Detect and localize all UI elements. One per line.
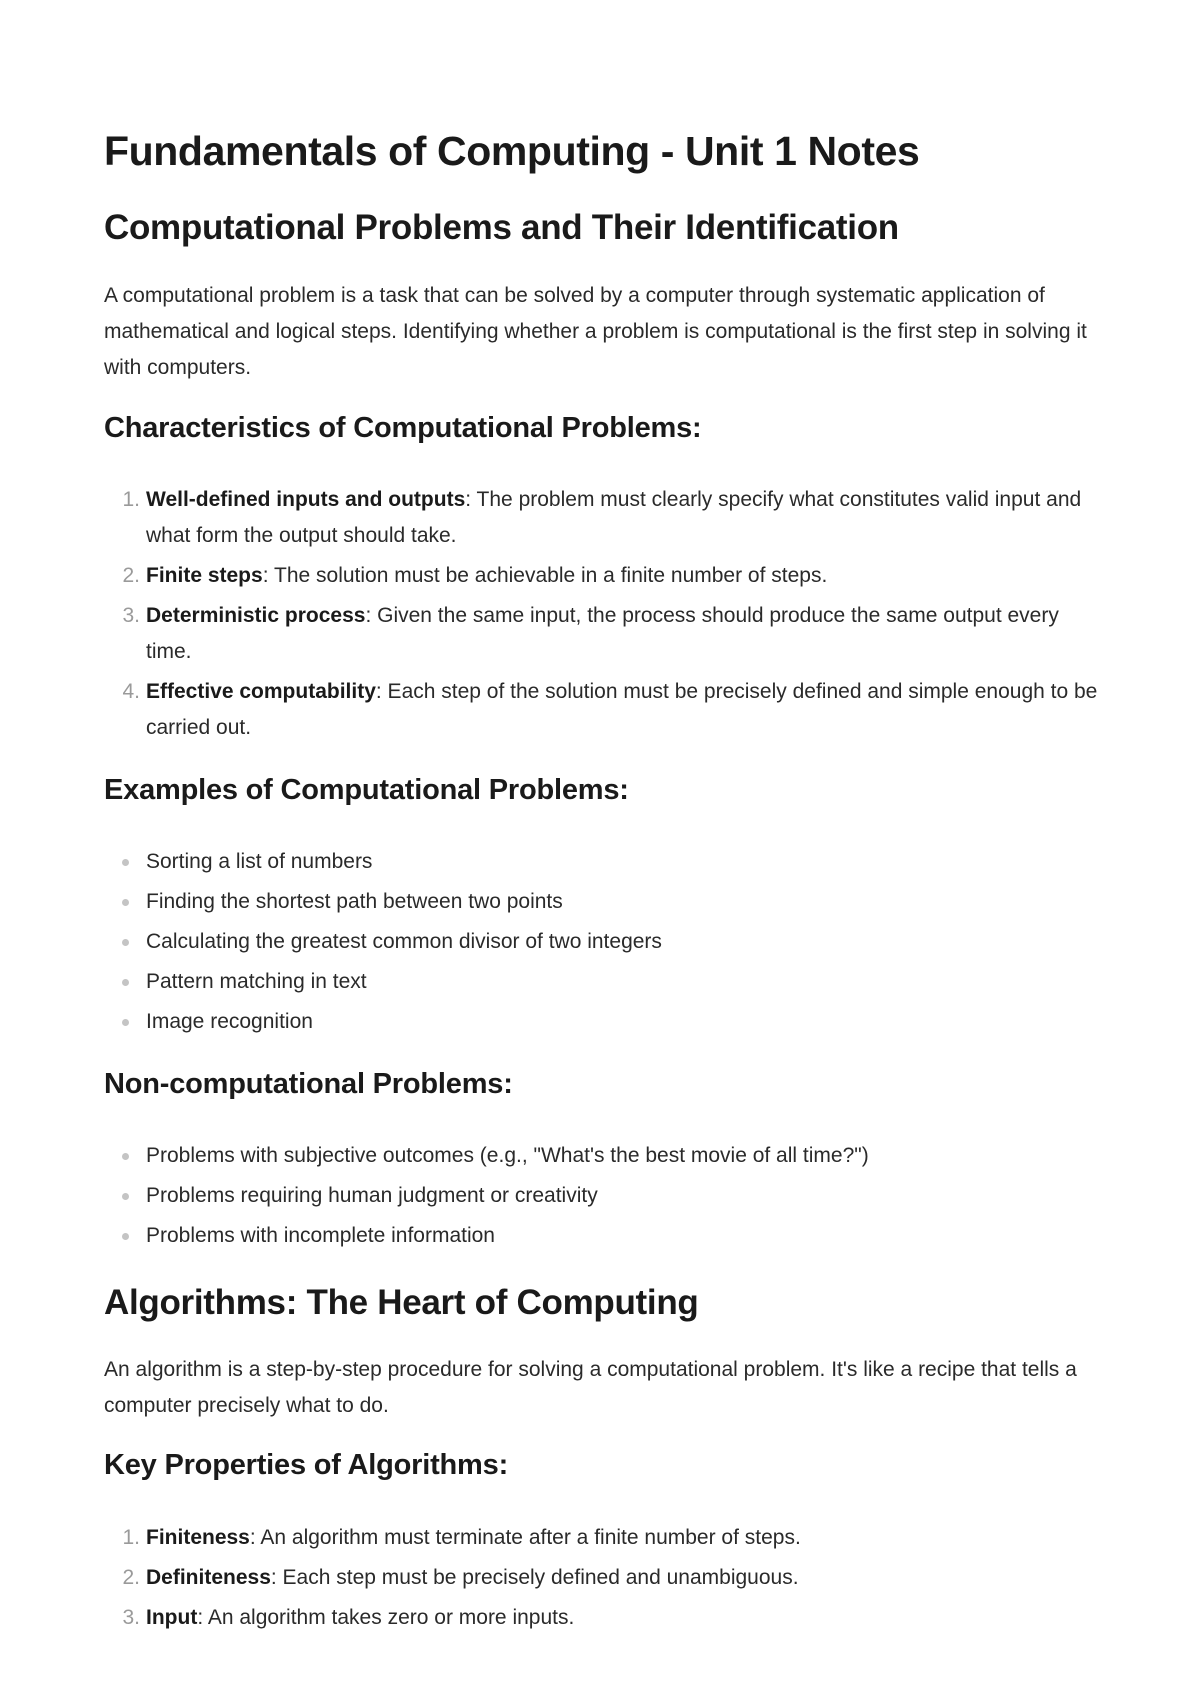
- list-item: [104, 844, 1104, 880]
- list-item: [104, 558, 1104, 594]
- non-computational-list: [104, 1138, 1104, 1254]
- list-number: 2.: [122, 1566, 140, 1589]
- item-text: Problems with subjective outcomes (e.g., "What's the best movie of all time?"): [146, 1144, 869, 1167]
- item-text: Problems requiring human judgment or creativity: [146, 1184, 598, 1207]
- list-item: [104, 1520, 1104, 1556]
- properties-list: [104, 1520, 1104, 1636]
- section-heading-algorithms: Algorithms: The Heart of Computing: [104, 1283, 699, 1322]
- item-text: : Each step of the solution must be precisely defined and simple enough to be carried out.: [146, 680, 1098, 739]
- bullet-icon: [122, 939, 129, 946]
- item-text: : An algorithm takes zero or more inputs.: [197, 1606, 575, 1629]
- list-item: [104, 884, 1104, 920]
- list-item: [104, 1178, 1104, 1214]
- document-title: Fundamentals of Computing - Unit 1 Notes: [104, 128, 920, 174]
- item-text: Image recognition: [146, 1010, 313, 1033]
- item-text: Pattern matching in text: [146, 970, 367, 993]
- list-number: 4.: [122, 680, 140, 703]
- item-term: Effective computability: [146, 680, 376, 703]
- item-text: : The problem must clearly specify what constitutes valid input and what form the output should take.: [146, 488, 1082, 547]
- list-item: [104, 924, 1104, 960]
- item-term: Definiteness: [146, 1566, 271, 1589]
- item-text: : Given the same input, the process should produce the same output every time.: [146, 604, 1059, 663]
- subheading-key-properties: Key Properties of Algorithms:: [104, 1449, 509, 1481]
- item-text: : Each step must be precisely defined and unambiguous.: [270, 1566, 799, 1589]
- list-item: [104, 1218, 1104, 1254]
- examples-list: [104, 844, 1104, 1040]
- list-item: [104, 1138, 1104, 1174]
- list-item: [104, 1560, 1104, 1596]
- item-term: Deterministic process: [146, 604, 366, 627]
- list-number: 3.: [122, 1606, 140, 1629]
- subheading-non-computational: Non-computational Problems:: [104, 1068, 513, 1100]
- item-term: Well-defined inputs and outputs: [146, 488, 466, 511]
- list-item: [104, 482, 1104, 554]
- intro-paragraph-algorithms: An algorithm is a step-by-step procedure for solving a computational problem. It's like a recipe that tells a computer precisely what to do.: [104, 1358, 1077, 1417]
- list-number: 3.: [122, 604, 140, 627]
- item-term: Finiteness: [146, 1526, 250, 1549]
- item-text: : An algorithm must terminate after a finite number of steps.: [249, 1526, 801, 1549]
- list-item: [104, 964, 1104, 1000]
- item-text: Problems with incomplete information: [146, 1224, 495, 1247]
- intro-paragraph-computational-problems: A computational problem is a task that can be solved by a computer through systematic application of mathematical and logical steps. Identifying whether a problem is computational is the first step in solving it with computers.: [104, 284, 1087, 379]
- bullet-icon: [122, 899, 129, 906]
- bullet-icon: [122, 1019, 129, 1026]
- list-number: 1.: [122, 488, 140, 511]
- list-number: 2.: [122, 564, 140, 587]
- item-text: Sorting a list of numbers: [146, 850, 373, 873]
- bullet-icon: [122, 859, 129, 866]
- bullet-icon: [122, 1233, 129, 1240]
- list-item: [104, 1004, 1104, 1040]
- item-text: : The solution must be achievable in a finite number of steps.: [262, 564, 828, 587]
- bullet-icon: [122, 1193, 129, 1200]
- item-term: Input: [146, 1606, 198, 1629]
- section-heading-computational-problems: Computational Problems and Their Identification: [104, 208, 899, 247]
- characteristics-list: [104, 482, 1104, 746]
- item-text: Finding the shortest path between two points: [146, 890, 563, 913]
- item-text: Calculating the greatest common divisor of two integers: [146, 930, 662, 953]
- subheading-characteristics: Characteristics of Computational Problems:: [104, 412, 702, 444]
- list-item: [104, 598, 1104, 670]
- list-item: [104, 674, 1104, 746]
- bullet-icon: [122, 979, 129, 986]
- list-number: 1.: [122, 1526, 140, 1549]
- list-item: [104, 1600, 1104, 1636]
- item-term: Finite steps: [146, 564, 263, 587]
- subheading-examples: Examples of Computational Problems:: [104, 774, 629, 806]
- bullet-icon: [122, 1153, 129, 1160]
